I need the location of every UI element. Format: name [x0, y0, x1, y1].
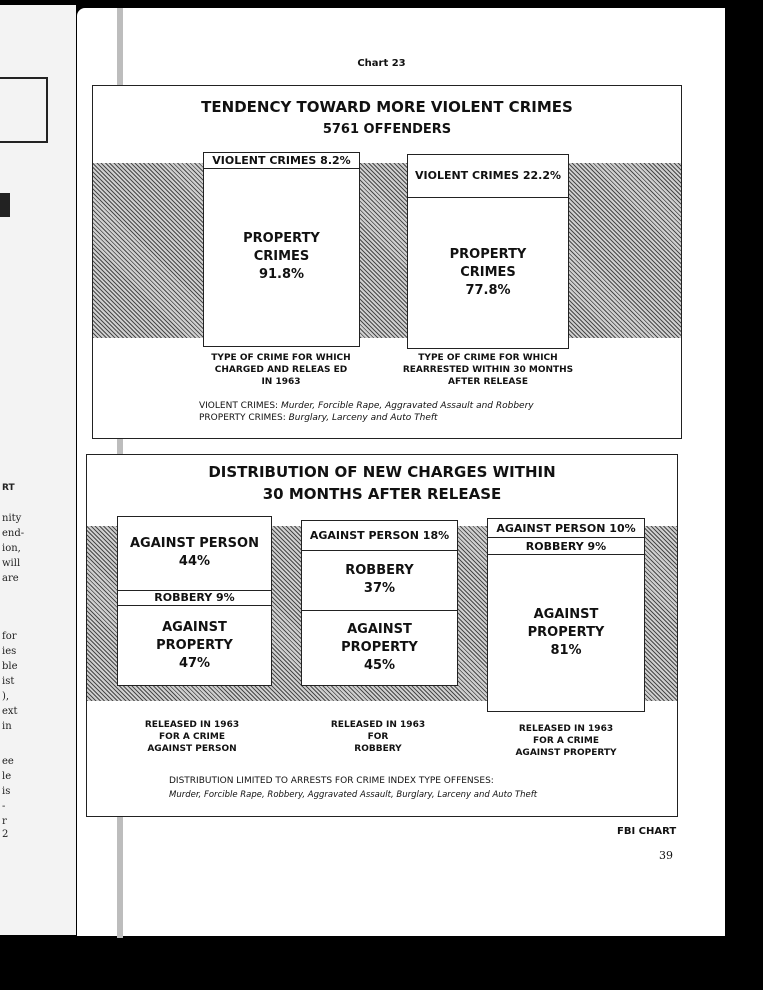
bar-segment-violent-crimes: VIOLENT CRIMES 22.2%	[408, 155, 568, 198]
bar-segment-violent-crimes: VIOLENT CRIMES 8.2%	[204, 153, 359, 169]
facing-page-text: le	[2, 771, 12, 782]
source-label: FBI CHART	[617, 826, 677, 837]
category-label: TYPE OF CRIME FOR WHICH REARRESTED WITHIN 30 MONTHS AFTER RELEASE	[402, 353, 574, 387]
facing-page-text: ist	[2, 676, 15, 687]
legend-note-offenses: DISTRIBUTION LIMITED TO ARRESTS FOR CRIME INDEX TYPE OFFENSES:	[169, 776, 494, 786]
bar-segment-robbery: ROBBERY 9%	[488, 538, 644, 555]
stacked-bar	[117, 516, 272, 686]
facing-page-text: end-	[2, 528, 25, 539]
new-charges-chart-panel	[86, 454, 678, 817]
chart-subtitle: 30 MONTHS AFTER RELEASE	[262, 485, 502, 503]
facing-page-rule	[0, 77, 48, 79]
bar-segment-property-crimes: PROPERTY CRIMES 77.8%	[449, 246, 527, 298]
bar-segment-robbery: ROBBERY 37%	[302, 551, 457, 612]
facing-page-text: -	[2, 801, 6, 812]
facing-page-text: for	[2, 631, 17, 642]
chart-number: Chart 23	[357, 58, 406, 69]
facing-page-text: ext	[2, 706, 18, 717]
hatched-band	[93, 163, 681, 338]
bar-segment-against-person: AGAINST PERSON 10%	[488, 519, 644, 538]
facing-page-rule	[0, 141, 48, 143]
page-number: 39	[659, 849, 673, 862]
bar-segment-against-person: AGAINST PERSON 18%	[302, 521, 457, 551]
violent-crimes-chart-panel	[92, 85, 682, 439]
legend-note-property: PROPERTY CRIMES: Burglary, Larceny and Auto Theft	[199, 413, 438, 423]
legend-note-violent: VIOLENT CRIMES: Murder, Forcible Rape, Aggravated Assault and Robbery	[199, 401, 534, 411]
facing-page-text: r	[2, 816, 7, 827]
facing-page-text: ion,	[2, 543, 21, 554]
facing-page-text: nity	[2, 513, 22, 524]
facing-page-fragment	[0, 5, 76, 935]
bar-segment-against-property: AGAINST PROPERTY 81%	[527, 607, 605, 659]
category-label: RELEASED IN 1963 FOR A CRIME AGAINST PERSON	[144, 720, 240, 754]
facing-page-rule	[0, 193, 10, 217]
facing-page-text: in	[2, 721, 12, 732]
legend-note-offenses-list: Murder, Forcible Rape, Robbery, Aggravated Assault, Burglary, Larceny and Auto Theft	[169, 790, 538, 800]
category-label: RELEASED IN 1963 FOR A CRIME AGAINST PROPERTY	[515, 724, 617, 758]
bar-segment-against-property: AGAINST PROPERTY 45%	[341, 622, 418, 674]
stacked-bar	[301, 520, 458, 686]
bar-segment-against-person: AGAINST PERSON 44%	[118, 517, 271, 591]
stacked-bar	[487, 518, 645, 712]
facing-page-text: 2	[2, 829, 9, 840]
facing-page-text: will	[2, 558, 21, 569]
stacked-bar	[407, 154, 569, 349]
stacked-bar	[203, 152, 360, 347]
facing-page-text: is	[2, 786, 11, 797]
facing-page-text: ies	[2, 646, 17, 657]
facing-page-text: ),	[2, 691, 10, 702]
chart-title: DISTRIBUTION OF NEW CHARGES WITHIN	[208, 463, 556, 481]
bar-segment-property-crimes: PROPERTY CRIMES 91.8%	[243, 231, 320, 283]
chart-subtitle: 5761 OFFENDERS	[322, 122, 452, 137]
facing-page-text: ee	[2, 756, 14, 767]
category-label: TYPE OF CRIME FOR WHICH CHARGED AND RELEAS ED IN 1963	[211, 353, 351, 387]
bar-segment-against-property: AGAINST PROPERTY 47%	[156, 619, 233, 671]
facing-page-text: RT	[2, 483, 15, 493]
facing-page-text: are	[2, 573, 19, 584]
chart-title: TENDENCY TOWARD MORE VIOLENT CRIMES	[201, 98, 573, 116]
facing-page-rule	[46, 77, 48, 143]
facing-page-text: ble	[2, 661, 18, 672]
category-label: RELEASED IN 1963 FOR ROBBERY	[330, 720, 426, 754]
bar-segment-robbery: ROBBERY 9%	[118, 591, 271, 606]
